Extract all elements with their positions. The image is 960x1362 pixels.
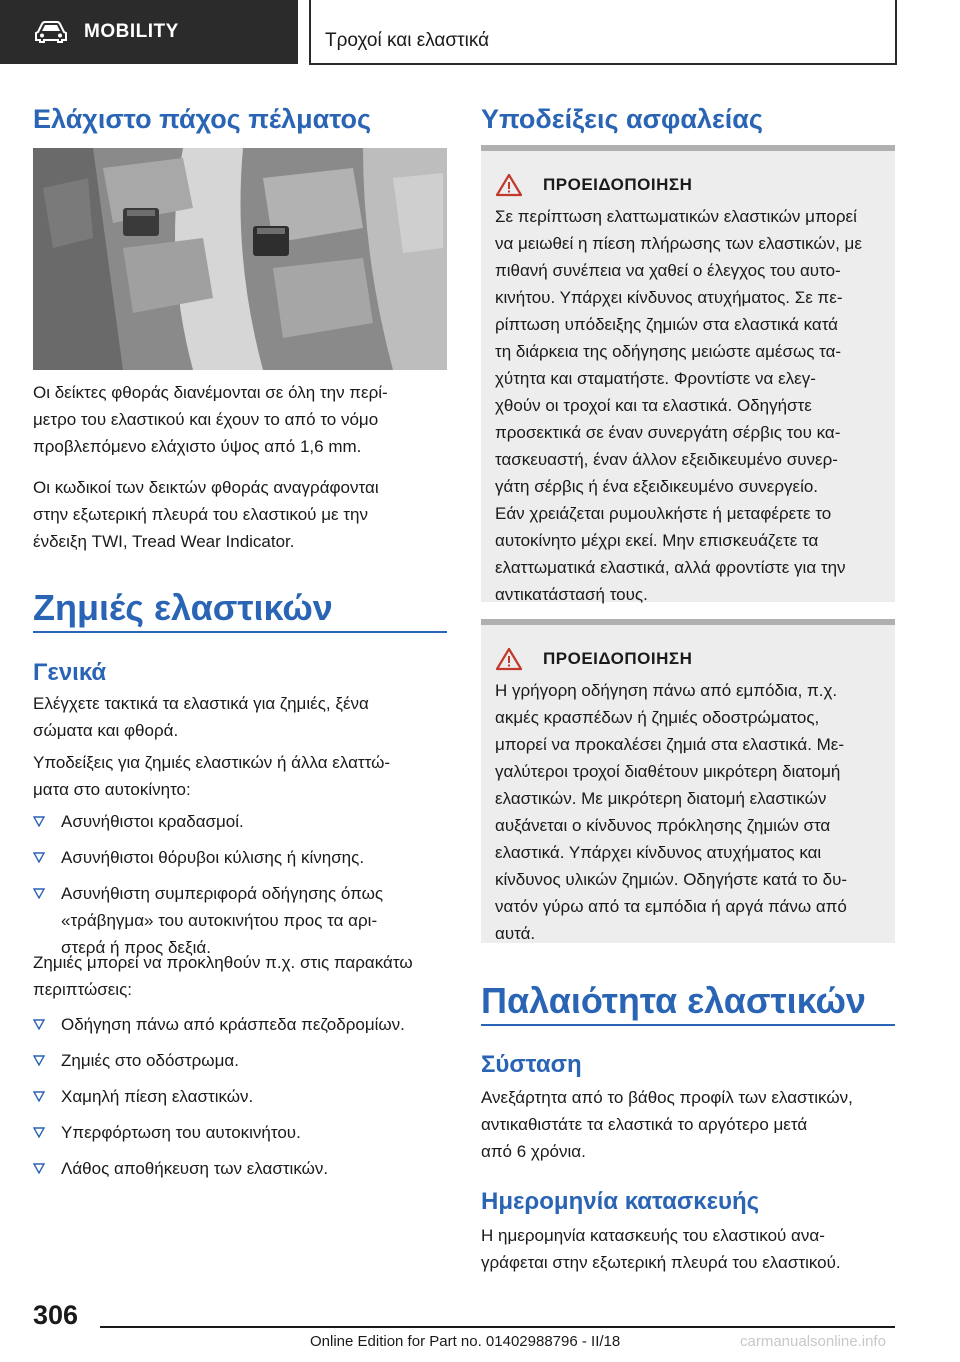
- edition-text: Online Edition for Part no. 01402988796 - II/18: [310, 1333, 621, 1350]
- age-rule: [481, 1024, 895, 1026]
- damage-signs-list: [33, 808, 447, 970]
- general-paragraph-1: Ελέγχετε τακτικά τα ελαστικά για ζημιές, ξένα σώματα και φθορά.: [33, 694, 369, 740]
- page-number: 306: [33, 1300, 79, 1330]
- tread-paragraph-1: Οι δείκτες φθοράς διανέμονται σε όλη την περί- μετρο του ελαστικού και έχουν το από το νόμο προβλεπόμενο ελάχιστο ύψος από 1,6 mm.: [33, 383, 388, 456]
- footer-rule: [100, 1326, 895, 1328]
- triangle-bullet-icon: [33, 852, 45, 863]
- list-item: Οδήγηση πάνω από κράσπεδα πεζοδρομίων.: [33, 1011, 447, 1038]
- causes-intro: Ζημιές μπορεί να προκληθούν π.χ. στις παρακάτω περιπτώσεις:: [33, 953, 413, 999]
- warning-header: [481, 625, 895, 671]
- header-underline: [309, 63, 897, 65]
- triangle-bullet-icon: [33, 1091, 45, 1102]
- list-item: Χαμηλή πίεση ελαστικών.: [33, 1083, 447, 1110]
- warning-box-1: [481, 145, 895, 602]
- recommendation-text: Ανεξάρτητα από το βάθος προφίλ των ελαστικών, αντικαθιστάτε τα ελαστικά το αργότερο μετά από 6 χρόνια.: [481, 1088, 853, 1161]
- warning-triangle-icon: [495, 173, 523, 197]
- tread-title: Ελάχιστο πάχος πέλματος: [33, 104, 372, 134]
- chapter-title: Τροχοί και ελαστικά: [325, 30, 490, 51]
- list-item: Υπερφόρτωση του αυτοκινήτου.: [33, 1119, 447, 1146]
- damage-rule: [33, 631, 447, 633]
- manufacture-date-title: Ημερομηνία κατασκευής: [481, 1188, 760, 1215]
- general-title: Γενικά: [33, 659, 107, 686]
- warning-box-2: [481, 619, 895, 943]
- triangle-bullet-icon: [33, 1163, 45, 1174]
- watermark: carmanualsonline.info: [740, 1333, 886, 1350]
- damage-title: Ζημιές ελαστικών: [33, 587, 333, 628]
- list-item: Ασυνήθιστοι θόρυβοι κύλισης ή κίνησης.: [33, 844, 447, 871]
- recommendation-title: Σύσταση: [481, 1051, 582, 1078]
- list-item: Λάθος αποθήκευση των ελαστικών.: [33, 1155, 447, 1182]
- age-title: Παλαιότητα ελαστικών: [481, 980, 866, 1021]
- warning-text: Η γρήγορη οδήγηση πάνω από εμπόδια, π.χ. ακμές κρασπέδων ή ζημιές οδοστρώματος, μπορεί να προκαλέσει ζημιά στα ελαστικά. Με- γαλύτεροι τροχοί διαθέτουν μικρότερη διατομή ελαστικών. Με μικρότερη διατομή ελαστικών αυξάνεται ο κίνδυνος πρόκλησης ζημιών στα ελαστικά. Υπάρχει κίνδυνος ατυχήματος και κίνδυνος υλικών ζημιών. Οδηγήστε κατά το δυ- νατόν γύρω από τα εμπόδια ή αργά πάνω από αυτά.: [495, 681, 848, 943]
- triangle-bullet-icon: [33, 816, 45, 827]
- warning-label: ΠΡΟΕΙΔΟΠΟΙΗΣΗ: [543, 649, 693, 668]
- manufacture-date-text: Η ημερομηνία κατασκευής του ελαστικού ανα- γράφεται στην εξωτερική πλευρά του ελαστικού.: [481, 1226, 841, 1272]
- section-label: MOBILITY: [84, 21, 179, 42]
- damage-causes-list: [33, 1011, 447, 1191]
- car-icon: [34, 21, 68, 43]
- safety-title: Υποδείξεις ασφαλείας: [481, 104, 763, 134]
- warning-triangle-icon: [495, 647, 523, 671]
- triangle-bullet-icon: [33, 1055, 45, 1066]
- section-tab: [0, 0, 298, 64]
- header-divider: [309, 0, 311, 64]
- header-right-edge: [895, 0, 897, 65]
- warning-label: ΠΡΟΕΙΔΟΠΟΙΗΣΗ: [543, 175, 693, 194]
- warning-header: [481, 151, 895, 197]
- list-item: Ασυνήθιστη συμπεριφορά οδήγησης όπως «τράβηγμα» του αυτοκινήτου προς τα αρι- στερά ή προς δεξιά.: [33, 880, 447, 961]
- tread-paragraph-2: Οι κωδικοί των δεικτών φθοράς αναγράφονται στην εξωτερική πλευρά του ελαστικού με την ένδειξη TWI, Tread Wear Indicator.: [33, 478, 379, 551]
- triangle-bullet-icon: [33, 1127, 45, 1138]
- general-paragraph-2: Υποδείξεις για ζημιές ελαστικών ή άλλα ελαττώ- ματα στο αυτοκίνητο:: [33, 753, 391, 799]
- triangle-bullet-icon: [33, 1019, 45, 1030]
- triangle-bullet-icon: [33, 888, 45, 899]
- list-item: Ασυνήθιστοι κραδασμοί.: [33, 808, 447, 835]
- list-item: Ζημιές στο οδόστρωμα.: [33, 1047, 447, 1074]
- tread-wear-figure: [33, 148, 447, 370]
- warning-text: Σε περίπτωση ελαττωματικών ελαστικών μπορεί να μειωθεί η πίεση πλήρωσης των ελαστικών, με πιθανή συνέπεια να χαθεί ο έλεγχος του αυτο- κινήτου. Υπάρχει κίνδυνος ατυχήματος. Σε πε- ρίπτωση υπόδειξης ζημιών στα ελαστικά κατά τη διάρκεια της οδήγησης μειώστε αμέσως τα- χύτητα και σταματήστε. Φροντίστε να ελεγ- χθούν οι τροχοί και τα ελαστικά. Οδηγήστε προσεκτικά σε έναν συνεργάτη σέρβις του κα- τασκευαστή, έναν άλλον εξειδικευμένο συνερ- γάτη σέρβις ή ένα εξειδικευμένο συνεργείο. Εάν χρειάζεται ρυμουλκήστε ή μεταφέρετε το αυτοκίνητο μέχρι εκεί. Μην επισκευάζετε τα ελαττωματικά ελαστικά, αλλά φροντίστε για την αντικατάστασή τους.: [495, 207, 862, 604]
